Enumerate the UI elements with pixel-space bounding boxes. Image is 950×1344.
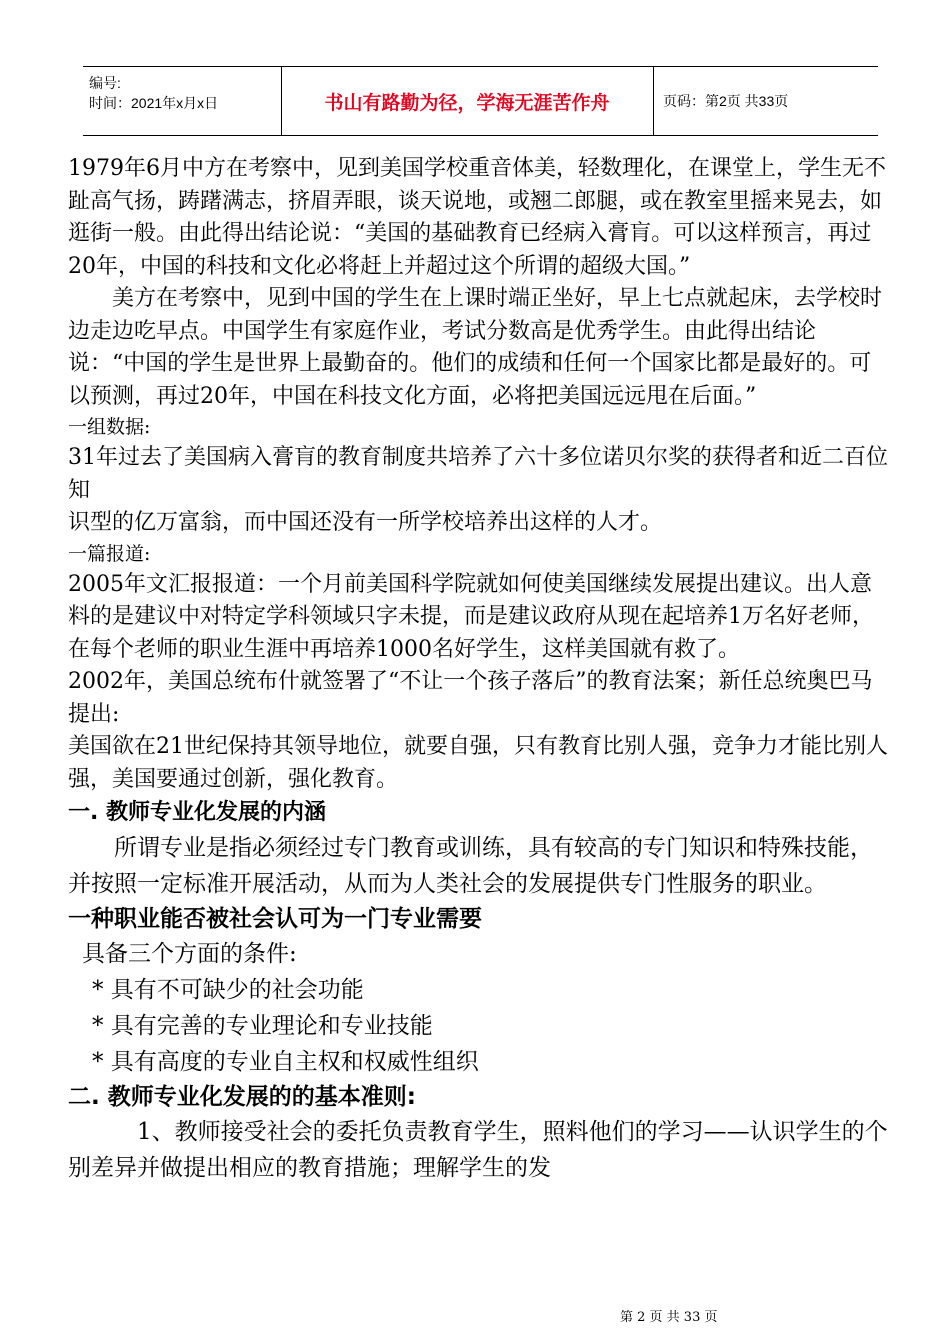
header-divider [653,67,654,135]
header-page-label: 页码：第2页 共33页 [663,93,789,109]
header-left-cell [89,73,218,113]
paragraph: 1979年6月中方在考察中，见到美国学校重音体美，轻数理化，在课堂上，学生无不趾高气扬，踌躇满志，挤眉弄眼，谈天说地，或翘二郎腿，或在教室里摇来晃去，如逛街一般。由此得出结论说：“美国的基础教育已经病入膏肓。可以这样预言，再过20年，中国的科技和文化必将赶上并超过这个所谓的超级大国。” [68,156,886,279]
list-item: * 具有高度的专业自主权和权威性组织 [92,1049,479,1075]
paragraph: 美国欲在21世纪保持其领导地位，就要自强，只有教育比别人强，竞争力才能比别人强，美国要通过创新，强化教育。 [68,734,888,792]
page-footer: 第 2 页 共 33 页 [620,1310,718,1325]
paragraph: 31年过去了美国病入膏肓的教育制度共培养了六十多位诺贝尔奖的获得者和近二百位知 [68,445,888,503]
data-label: 一组数据: [68,416,151,438]
paragraph: 2002年，美国总统布什就签署了“不让一个孩子落后”的教育法案；新任总统奥巴马提出: [68,669,873,727]
paragraph: 2005年文汇报报道：一个月前美国科学院就如何使美国继续发展提出建议。出人意料的是建议中对特定学科领域只字未提，而是建议政府从现在起培养1万名好老师，在每个老师的职业生涯中再培养1000名好学生，这样美国就有救了。 [68,571,874,662]
header-table [83,66,878,136]
list-item: * 具有不可缺少的社会功能 [92,977,364,1003]
section-heading: 一. 教师专业化发展的内涵 [68,800,327,825]
number-label: 编号: [89,75,121,91]
paragraph: 所谓专业是指必须经过专门教育或训练，具有较高的专门知识和特殊技能，并按照一定标准开展活动，从而为人类社会的发展提供专门性服务的职业。 [68,835,873,897]
report-label: 一篇报道: [68,542,151,565]
document-body [68,153,888,1186]
section-heading: 二. 教师专业化发展的的基本准则: [68,1084,416,1110]
paragraph: 美方在考察中，见到中国的学生在上课时端正坐好，早上七点就起床，去学校时边走边吃早点。中国学生有家庭作业，考试分数高是优秀学生。由此得出结论说：“中国的学生是世界上最勤奋的。他们的成绩和任何一个国家比都是最好的。可以预测，再过20年，中国在科技文化方面，必将把美国远远甩在后面。” [68,286,883,409]
list-item: * 具有完善的专业理论和专业技能 [92,1013,433,1039]
time-label: 时间：2021年x月x日 [89,95,219,111]
paragraph: 识型的亿万富翁，而中国还没有一所学校培养出这样的人才。 [68,510,663,535]
header-motto: 书山有路勤为径，学海无涯苦作舟 [324,92,610,114]
paragraph: 具备三个方面的条件: [82,941,297,967]
section-heading: 一种职业能否被社会认可为一门专业需要 [68,906,482,932]
paragraph: 1、教师接受社会的委托负责教育学生，照料他们的学习——认识学生的个别差异并做提出相应的教育措施；理解学生的发 [68,1119,888,1181]
